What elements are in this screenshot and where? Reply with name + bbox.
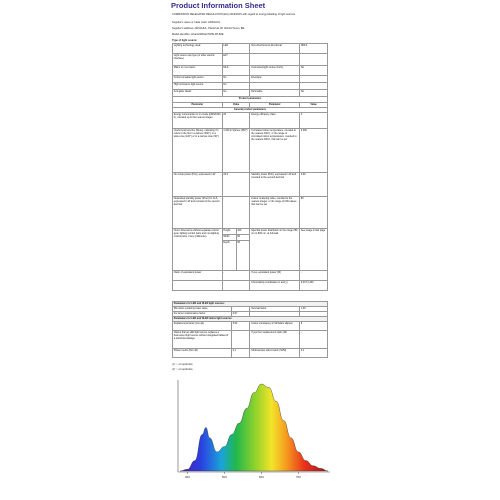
column-header: Value — [300, 103, 328, 108]
model-value: HCars20W-E27WW-3P-80E — [191, 33, 224, 36]
table-cell: 0,00 — [300, 173, 328, 197]
table-cell: 0,97 — [231, 312, 250, 317]
table-cell: If yes, equivalent power (W) — [250, 271, 300, 281]
table-cell: - — [222, 271, 250, 281]
table-row — [173, 173, 328, 197]
table-row — [173, 66, 328, 76]
spectrum-area — [180, 384, 328, 471]
spec-table — [172, 43, 328, 291]
table-row — [173, 113, 328, 129]
type-label: Type of light source: — [172, 39, 198, 42]
table-cell: Standby power (Psb), expressed in W and rounded to the second decimal — [250, 173, 300, 197]
table-cell: 20.0 — [222, 173, 250, 197]
table-row — [173, 83, 328, 90]
table-cell: 0,1 — [231, 349, 250, 358]
table-cell: Survival factor — [250, 307, 300, 312]
supplier-address-label: Supplier's address: — [172, 27, 194, 30]
table-cell: Networked standby power (Pnet) for CLS, expressed in W and rounded to the second decimal — [173, 197, 223, 229]
table-cell: Envelope: — [250, 76, 300, 83]
table-cell: LED — [222, 44, 250, 54]
table-cell: 0,1 — [300, 349, 328, 358]
table-row — [173, 349, 328, 358]
table-cell — [250, 54, 300, 66]
table-cell: No — [300, 66, 328, 76]
table-cell: See image in last page — [300, 229, 328, 271]
table-cell: Connected light source (CLS): — [250, 66, 300, 76]
table-cell: - — [231, 307, 250, 312]
table-cell: Useful luminous flux (Φuse), indicating if it refers to the flux in a sphere (360°), in a wide cone (120°) or in a narrow cone (90°) — [173, 129, 223, 173]
column-header: Parameter — [250, 103, 300, 108]
table-cell: Correlated colour temperature, rounded to the nearest 100 K, or the range of correlated colour temperatures, rounded to the nearest 100 K, that can be set — [250, 129, 300, 173]
table-cell: 3 000 — [300, 129, 328, 173]
table-cell: High luminance light source: — [173, 83, 223, 90]
table-cell: 6 — [300, 322, 328, 331]
table-cell: No — [300, 90, 328, 97]
table-cell: - — [300, 331, 328, 349]
table-cell: 0,92 — [231, 322, 250, 331]
table-cell: MLS — [222, 66, 250, 76]
led-parameters-table — [172, 301, 328, 358]
table-cell: R9 colour rendering index value — [173, 307, 232, 312]
table-cell: Dimmable: — [250, 90, 300, 97]
x-tick-label: 400 — [184, 475, 190, 479]
table-cell: 0,437 0,404 — [300, 281, 328, 291]
table-cell: Lighting technology used: — [173, 44, 223, 54]
table-row — [173, 322, 328, 331]
table-cell: NDLS — [300, 44, 328, 54]
section-heading: Parameters for LED and OLED mains light sources: — [173, 317, 328, 322]
table-cell: 56 — [236, 235, 250, 241]
table-cell: Colour-tuneable light source: — [173, 76, 223, 83]
table-row — [173, 54, 328, 66]
table-row — [173, 44, 328, 54]
spectral-power-distribution-chart — [0, 370, 500, 500]
x-tick-label: 700 — [295, 475, 301, 479]
table-cell: Light source cap-type (or other electric interface) — [173, 54, 223, 66]
supplier-address-value: ADSAHUL, Plantzuid 18, 4014H Tuxen, BE — [194, 27, 245, 30]
table-cell: Anti-glare shield: — [173, 90, 223, 97]
x-tick-labels — [185, 472, 301, 479]
table-row — [173, 281, 328, 291]
table-cell: - — [300, 76, 328, 83]
table-cell — [250, 83, 300, 90]
table-cell: Colour consistency in McAdam ellipses — [250, 322, 300, 331]
table-cell: Height — [222, 229, 236, 235]
table-row — [173, 129, 328, 173]
table-row — [173, 76, 328, 83]
table-cell: - — [222, 197, 250, 229]
table-cell: F — [300, 113, 328, 129]
table-cell: Stroboscopic effect metric (SVM) — [250, 349, 300, 358]
table-cell: Flicker metric (Pst LM) — [173, 349, 232, 358]
table-cell: If yes then replacement claim (W) — [250, 331, 300, 349]
regulation-text: COMMISSION DELEGATED REGULATION (EU) 2019/2015 with regard to energy labelling of light sources — [172, 13, 296, 16]
table-cell: Claims that an LED light source replaces a fluorescent light source without integrated ballast of a particular wattage. — [173, 331, 232, 349]
table-cell: No — [222, 83, 250, 90]
section-heading: General product parameters — [173, 108, 328, 113]
section-heading: Parameters for LED and OLED light sources: — [173, 302, 328, 307]
table-cell — [300, 83, 328, 90]
table-cell: 1 000 in Sphere (360°) — [222, 129, 250, 173]
table-cell: Width — [222, 235, 236, 241]
table-cell: No — [222, 76, 250, 83]
table-cell: Energy efficiency class — [250, 113, 300, 129]
table-cell: - — [231, 331, 250, 349]
table-cell: 106 — [236, 229, 250, 235]
model-label: Model identifier: — [172, 33, 191, 36]
table-cell: No — [222, 90, 250, 97]
page-title: Product Information Sheet — [171, 1, 266, 10]
table-cell: Chromaticity coordinates (x and y) — [250, 281, 300, 291]
table-cell: 80 — [300, 197, 328, 229]
table-cell: Claim of equivalent power — [173, 271, 223, 281]
table-cell: 56 — [236, 241, 250, 271]
table-cell: Mains or non-mains: — [173, 66, 223, 76]
table-cell: 20 — [222, 113, 250, 129]
supplier-name-value: ADSAHUL — [207, 21, 221, 24]
x-tick-label: 600 — [258, 475, 264, 479]
column-header: Parameter — [173, 103, 223, 108]
footnote: (1) '-': not applicable; — [172, 364, 194, 366]
table-row — [173, 197, 328, 229]
table-cell: On-mode power (Pon), expressed in W — [173, 173, 223, 197]
table-row — [173, 90, 328, 97]
table-cell: E27 — [222, 54, 250, 66]
supplier-name-label: Supplier's name or trade mark: — [172, 21, 208, 24]
table-cell — [173, 281, 223, 291]
table-row — [173, 331, 328, 349]
table-cell: Non-directional or directional: — [250, 44, 300, 54]
table-cell — [300, 54, 328, 66]
column-header: Value — [222, 103, 250, 108]
table-cell: 1,00 — [300, 307, 328, 312]
table-cell: the lumen maintenance factor — [173, 312, 232, 317]
table-row — [173, 271, 328, 281]
table-cell: Colour rendering index, rounded to the nearest integer, or the range of CRI-values that can be set — [250, 197, 300, 229]
footnote: (2) '-': not applicable; — [172, 369, 194, 371]
table-cell: Depth — [222, 241, 236, 271]
section-heading: Product parameters — [173, 97, 328, 103]
table-cell — [222, 281, 250, 291]
table-cell: - — [300, 271, 328, 281]
table-row — [173, 229, 328, 235]
table-cell: Outer dimensions without separate control gear, lighting control parts and non-lighting control parts, if any (millimetre) — [173, 229, 223, 271]
table-cell: Energy consumption in on-mode (kWh/1000 h), rounded up to the nearest integer — [173, 113, 223, 129]
table-cell: Spectral power distribution in the range 250 nm to 800 nm, at full-load — [250, 229, 300, 271]
table-cell: displacement factor (cos φ1) — [173, 322, 232, 331]
x-tick-label: 500 — [221, 475, 227, 479]
